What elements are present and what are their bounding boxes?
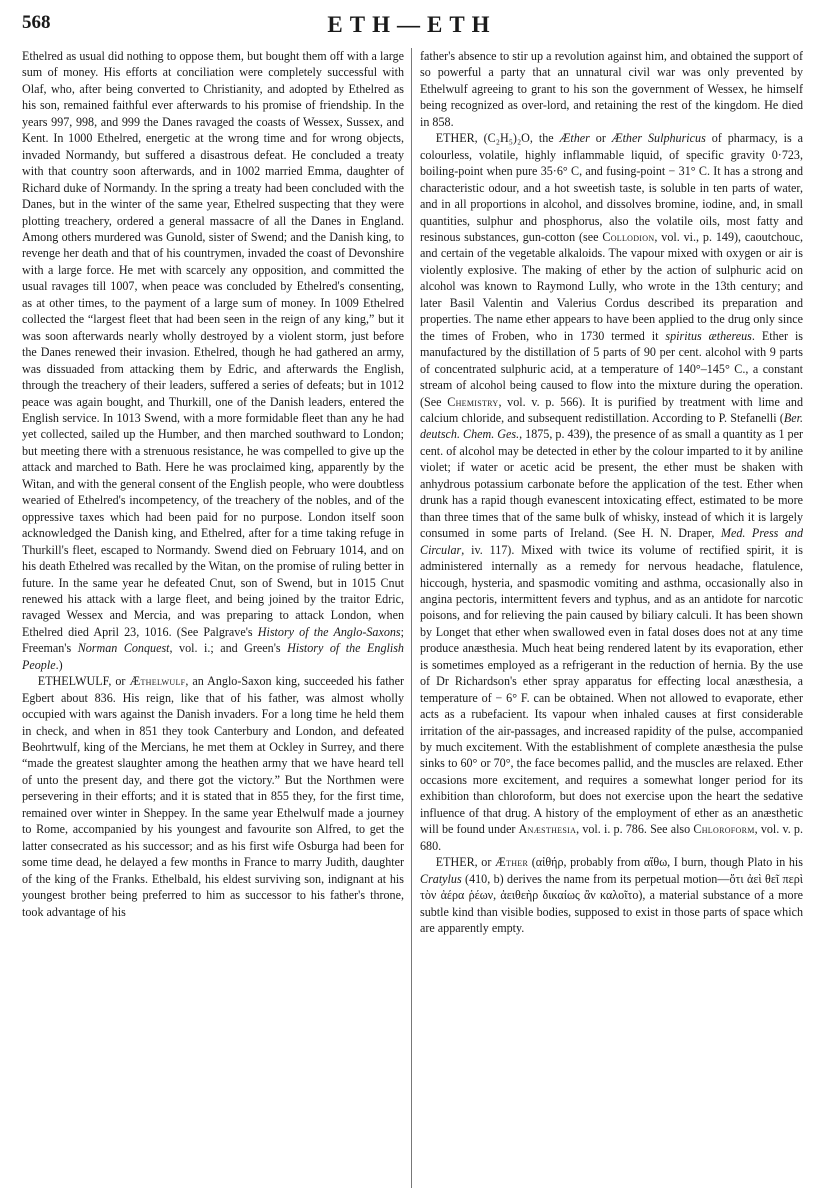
reference-green: History of the English People (22, 641, 404, 672)
ether-latin-name-2: Æther Sulphuricus (611, 131, 706, 146)
reference-ber-deutsch: Ber. deutsch. Chem. Ges. (420, 410, 803, 442)
ethelred-text-mid1: ; Freeman's (22, 624, 404, 656)
ether-chemistry-entry (420, 130, 803, 854)
page-header (22, 12, 802, 40)
ether2-text-b: (410, b) derives the name from its perpetual motion—ὅτι ἀεὶ θεῖ περὶ τὸν ἀέρα ῥέων, ἀειθεὴρ δικαίως ἂν καλοῖτο), a material substance of a more subtle kind than visible bodies, supposed to exist in those parts of space which are apparently empty. (420, 871, 803, 936)
right-column (420, 48, 803, 1188)
cross-ref-chemistry: Chemistry (447, 394, 499, 409)
ether2-headword: ETHER, or (435, 855, 495, 870)
ethelred-text-end: .) (55, 657, 63, 672)
reference-cratylus: Cratylus (420, 871, 462, 886)
ether-text-b: , vol. vi., p. 149), caoutchouc, and certain of the vegetable alkaloids. The vapour mixed with oxygen or air is violently explosive. The making of ether by the action of sulphuric acid on alcohol was known to Raymond Lully, who wrote in the 13th century; and later Basil Valentin and Valerius Cordus described its preparation and properties. The name ether appears to have been applied to the drug only since the times of Froben, who in 1730 termed it (420, 229, 803, 343)
ethelred-text: Ethelred as usual did nothing to oppose them, but bought them off with a large sum of money. His efforts at conciliation were completely successful with Olaf, who, after being converted to Christianity, and adopted by Ethelred as his son, remained faithful ever afterwards to his promise of friendship. In the years 997, 998, and 999 the Danes ravaged the coasts of Wessex, Sussex, and Kent. In 1000 Ethelred, energetic at the wrong time and for wrong objects, invaded Normandy, but suffered a disastrous defeat. He concluded a treaty with that country soon afterwards, and in 1002 married Emma, daughter of Richard duke of Normandy. In the spring a treaty had been concluded with the Danes, but in the winter of the same year, Ethelred suspecting that they were plotting treachery, ordered a general massacre of all the Danes in England. Among others murdered was Gunold, sister of Swend; and the Danish king, to revenge her death and that of his countrymen, invaded the coast of Devonshire with a large force. He met with scarcely any opposition, and committed the usual ravages till 1007, when peace was concluded by Ethelred's consenting, as at other times, to the payment of a large sum of money. In 1009 Ethelred collected the “largest fleet that had been seen in the reign of any king,” but it was soon afterwards nearly wholly destroyed by a violent storm, just before the Danes renewed their invasion. Ethelred, though he had gathered an army, was dissuaded from attacking them by Edric, and afterwards the English, through the treachery of their leaders, suffered a series of defeats; but in 1012 peace was again bought, and Thurkill, one of the Danish leaders, entered the English service. In 1013 Swend, with a more formidable fleet than any he had yet collected, sailed up the Humber, and then marched southward to London; but meeting there with a strenuous resistance, he was compelled to give up the attack and marched to Bath. Here he was proclaimed king, apparently by the Witan, and with the general consent of the English people, who were doubtless wearied of Ethelred's incompetency, of the treachery of the nobles, and of the oppressive taxes which had been paid for no purpose. London itself soon acknowledged the Danish king, and Ethelred, after for a time taking refuge in Thurkill's fleet, escaped to Normandy. Swend died on February 1014, and on his death Ethelred was recalled by the Witan, on the promise of ruling better in future. In the same year he defeated Cnut, son of Swend, but in 1015 Cnut renewed his attack with a large fleet, and being joined by the traitor Edric, ravaged Wessex and Mercia, and was preparing to attack London, when Ethelred died April 23, 1016. (See Palgrave's (22, 49, 404, 639)
ether2-text-a: (αἰθήρ, probably from αἴθω, I burn, though Plato in his (528, 855, 803, 870)
ethelred-text-mid2: , vol. i.; and Green's (169, 641, 288, 656)
ethelwulf-alt-name: Æthelwulf (129, 674, 186, 689)
spiritus-aethereus: spiritus æthereus (665, 328, 752, 343)
left-column (22, 48, 404, 1188)
reference-palgrave: History of the Anglo-Saxons (257, 624, 401, 639)
page-number: 568 (22, 12, 51, 33)
running-head: ETH—ETH (327, 12, 497, 37)
ether-text-d: , vol. v. p. 566). It is purified by treatment with lime and calcium chloride, and subsequent redistillation. According to P. Stefanelli ( (420, 394, 803, 425)
ether-latin-name-1: Æther (559, 131, 590, 146)
ether-physics-entry (420, 854, 803, 936)
ethelwulf-continuation-paragraph: father's absence to stir up a revolution against him, and obtained the support of so powerful a party that an unnatural civil war was only prevented by Ethelwulf agreeing to grant to his son the government of Wessex, he himself being recognized as over-lord, and retaining the rest of the kingdom. He died in 858. (420, 49, 803, 129)
ethelwulf-body: , an Anglo-Saxon king, succeeded his father Egbert about 836. His reign, like that of his father, was almost wholly occupied with wars against the Danish invaders. For a long time he held them in check, and when in 851 they took Canterbury and London, and defeated Beohrtwulf, king of the Mercians, he met them at Ockley in Surrey, and there “made the greatest slaughter among the heathen army that we have heard tell of unto the present day, and there got the victory.” But the Northmen were persevering in their efforts; and it is stated that in 855 they, for the first time, remained over winter in Sheppey. In the same year Ethelwulf made a journey to Rome, accompanied by his youngest and favourite son Alfred, to get the latter consecrated as his successor; and as his first wife Osburga had been for some time dead, he delayed a few months in France to marry Judith, daughter of the king of the Franks. Ethelbald, his eldest surviving son, indignant at his youngest brother being preferred to him as successor to his father's throne, took advantage of his (22, 674, 404, 919)
ether-text-c: . Ether is manufactured by the distillation of 5 parts of 90 per cent. alcohol with 9 parts of concentrated sulphuric acid, at a temperature of 140°–145° C., a constant stream of alcohol being caused to flow into the mixture during the operation. (See (420, 328, 803, 409)
ether2-alt-name: Æther (494, 855, 529, 870)
column-divider (411, 48, 412, 1188)
ether-headword: ETHER, (C₂H₅)₂O, the (435, 131, 560, 146)
reference-freeman: Norman Conquest (77, 641, 170, 656)
ether-text-g: , vol. i. p. 786. See also (576, 822, 694, 837)
ether-text-a: of pharmacy, is a colourless, volatile, highly inflammable liquid, of specific gravity 0·723, boiling-point when pure 35·6° C, and fusing-point − 31° C. It has a strong and characteristic odour, and a hot sweetish taste, is soluble in ten parts of water, and in all proportions in alcohol, and dissolves bromine, iodine, and, in small quantities, sulphur and phosphorus, also the volatile oils, most fatty and resinous substances, gun-cotton (see (420, 131, 803, 244)
cross-ref-anaesthesia: Anæsthesia (518, 822, 577, 837)
ethelwulf-headword: ETHELWULF, or (37, 674, 130, 689)
ether-text-e: , 1875, p. 439), the presence of as small a quantity as 1 per cent. of alcohol may be detected in ether by the colour imparted to it by aniline violet; if water or acetic acid be present, the ether must be shaken with anhydrous potassium carbonate before the application of the test. Ether when drunk has a rapid though evanescent intoxicating effect, estimated to be more than three times that of the same bulk of whisky, instead of which it is largely consumed in some parts of Ireland. (See H. N. Draper, (420, 427, 803, 541)
cross-ref-chloroform: Chloroform (693, 822, 755, 837)
ether-or: or (589, 131, 612, 146)
cross-ref-collodion: Collodion (602, 229, 655, 244)
ether-text-f: , iv. 117). Mixed with twice its volume of rectified spirit, it is administered internally as a remedy for nervous headache, flatulence, hiccough, hysteria, and spasmodic vomiting and asthma, occasionally also in angina pectoris, intermittent fevers and typhus, and as an antidote for narcotic poisons, and for relieving the pain caused by biliary calculi. It has been shown by Longet that ether when swallowed even in fatal doses does not at any time produce anæsthesia. Much heat being rendered latent by its evaporation, ether is sometimes employed as a refrigerant in the reduction of hernia. By the use of Dr Richardson's ether spray apparatus for effecting local anæsthesia, a temperature of − 6° F. can be obtained. When not allowed to evaporate, ether acts as a rubefacient. Its vapour when inhaled causes at first considerable irritation of the air-passages, and increased rapidity of the pulse, accompanied by much excitement. With the establishment of complete anæsthesia the pulse sinks to 60° or 70°, the face becomes pallid, and the muscles are relaxed. Ether occasions more excitement, and requires a somewhat longer period for its exhibition than chloroform, but does not exercise upon the heart the sedative influence of that drug. A history of the employment of ether as an anæsthetic will be found under (420, 542, 803, 837)
reference-med-press: Med. Press and Circular (420, 526, 803, 557)
ether-text-h: , vol. v. p. 680. (420, 822, 803, 853)
ethelred-continuation-paragraph (22, 48, 404, 673)
ethelwulf-entry (22, 673, 404, 920)
